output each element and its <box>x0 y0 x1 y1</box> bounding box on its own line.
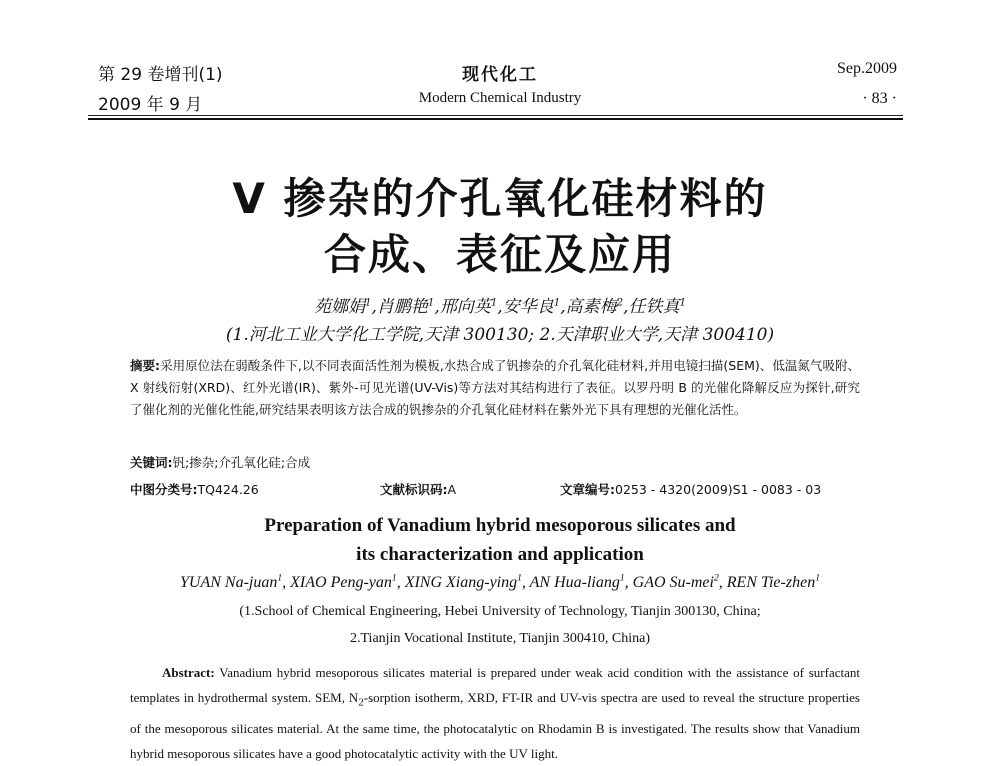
title-en-line1: Preparation of Vanadium hybrid mesoporous silicates and <box>264 515 736 536</box>
affiliation-cn: (1.河北工业大学化工学院,天津 300130; 2.天津职业大学,天津 300410) <box>225 325 775 345</box>
author-cn-name: 任铁真 <box>628 297 680 317</box>
abstract-en-label: Abstract: <box>162 665 215 680</box>
author-cn-affiliation-mark: 1 <box>553 297 561 309</box>
author-en-affiliation-mark: 1 <box>391 572 397 584</box>
affiliation-en-line1: (1.School of Chemical Engineering, Hebei University of Technology, Tianjin 300130, China; <box>239 604 761 619</box>
abstract-en <box>130 660 860 766</box>
author-cn-affiliation-mark: 1 <box>365 297 372 309</box>
abstract-en-text-part2: -sorption isotherm, XRD, FT-IR and UV-vis spectra are used to reveal the structure properties of the mesoporous silicates material. At the same time, the photocatalytic on Rhodamin B is investigated. The results show that Vanadium hybrid mesoporous silicates have a good photocatalytic activity with the UV light. <box>130 690 860 761</box>
abstract-cn-label: 摘要: <box>130 358 161 373</box>
page-number: · 83 · <box>862 90 897 107</box>
journal-volume: 第 29 卷增刊(1) <box>98 65 223 85</box>
author-cn-name: 肖鹏艳 <box>376 297 428 317</box>
author-en-affiliation-mark: 1 <box>517 572 522 584</box>
journal-name-en: Modern Chemical Industry <box>418 90 582 106</box>
author-en-affiliation-mark: 1 <box>619 572 625 584</box>
author-cn-name: 苑娜娟 <box>314 297 366 317</box>
authors-cn: 苑娜娟$^1$,肖鹏艳$^1$,邢向英$^1$,安华良$^1$,高素梅$^2$,任铁真$^1$ <box>314 297 686 317</box>
author-en-name: REN Tie-zhen <box>726 574 816 591</box>
author-cn-affiliation-mark: 1 <box>490 297 498 309</box>
journal-month-en: Sep.2009 <box>837 60 897 77</box>
authors-en: YUAN Na-juan$^1$, XIAO Peng-yan$^1$, XING Xiang-ying$^1$, AN Hua-liang$^1$, GAO Su-mei$^2$, REN Tie-zhen$^1$ <box>180 572 820 591</box>
author-en-name: AN Hua-liang <box>529 574 620 591</box>
journal-name-cn: 现代化工 <box>462 65 538 85</box>
author-en-affiliation-mark: 2 <box>713 572 719 584</box>
abstract-en-text-part1: Vanadium hybrid mesoporous silicates material is prepared under weak acid condition with the assistance of surfactant templates in hydrothermal system. SEM, N <box>130 665 860 705</box>
abstract-en-subscript: 2 <box>358 696 364 709</box>
abstract-cn-text: 采用原位法在弱酸条件下,以不同表面活性剂为模板,水热合成了钒掺杂的介孔氧化硅材料,并用电镜扫描(SEM)、低温氮气吸附、X 射线衍射(XRD)、红外光谱(IR)、紫外-可见光谱(UV-Vis)等方法对其结构进行了表征。以罗丹明 B 的光催化降解反应为探针,研究了催化剂的光催化性能,研究结果表明该方法合成的钒掺杂的介孔氧化硅材料在紫外光下具有理想的光催化活性。 <box>130 358 861 417</box>
author-en-name: XIAO Peng-yan <box>290 574 392 591</box>
author-en-name: YUAN Na-juan <box>180 574 278 591</box>
article-code: 文章编号:0253 - 4320(2009)S1 - 0083 - 03 <box>560 482 822 497</box>
author-cn-name: 高素梅 <box>565 297 617 317</box>
title-cn-line2: 合成、表征及应用 <box>323 230 676 279</box>
abstract-cn <box>130 355 860 421</box>
keywords-cn-label: 关键词: <box>130 455 173 470</box>
doc-code: 文献标识码:A <box>380 482 457 497</box>
author-en-affiliation-mark: 1 <box>277 572 283 584</box>
keywords-cn-text: 钒;掺杂;介孔氧化硅;合成 <box>172 455 311 470</box>
clc-code: 中图分类号:TQ424.26 <box>130 482 259 497</box>
author-cn-name: 邢向英 <box>439 297 491 317</box>
author-cn-affiliation-mark: 1 <box>427 297 435 309</box>
affiliation-en-line2: 2.Tianjin Vocational Institute, Tianjin 300410, China) <box>350 631 650 646</box>
author-cn-name: 安华良 <box>502 297 554 317</box>
header-rule-thick <box>88 118 903 120</box>
author-en-name: XING Xiang-ying <box>404 574 518 591</box>
author-en-name: GAO Su-mei <box>632 574 714 591</box>
journal-date: 2009 年 9 月 <box>98 95 203 115</box>
author-en-affiliation-mark: 1 <box>815 572 820 584</box>
keywords-cn <box>130 453 310 471</box>
author-cn-affiliation-mark: 1 <box>679 297 686 309</box>
title-cn-line1: V 掺杂的介孔氧化硅材料的 <box>232 174 768 223</box>
title-en-line2: its characterization and application <box>356 544 644 565</box>
author-cn-affiliation-mark: 2 <box>616 297 624 309</box>
header-rule-thin <box>88 115 903 116</box>
